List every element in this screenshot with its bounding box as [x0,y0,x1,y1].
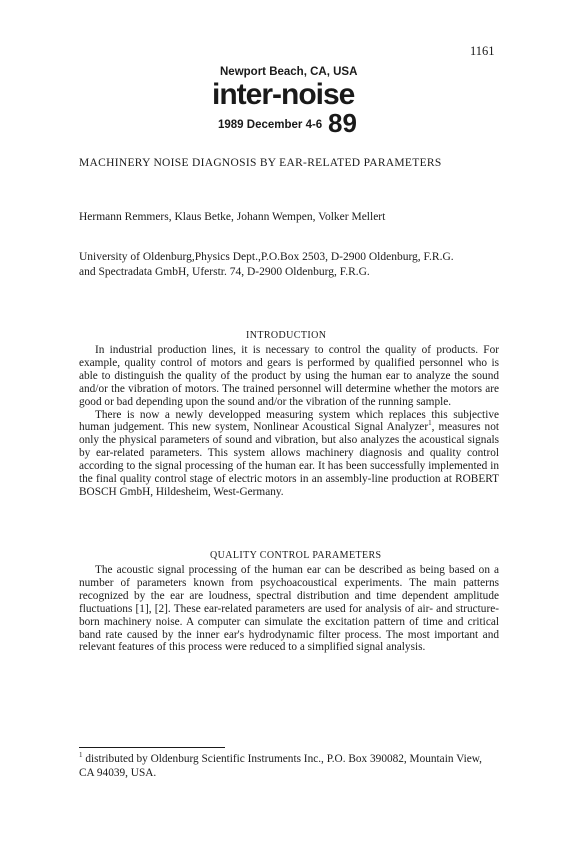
footnote [79,753,499,780]
quality-control-heading: QUALITY CONTROL PARAMETERS [210,550,382,561]
conference-date: 1989 December 4-6 [218,119,323,131]
footnote-text: distributed by Oldenburg Scientific Instruments Inc., P.O. Box 390082, Mountain View, CA 94039, USA. [79,753,482,779]
introduction-heading: INTRODUCTION [246,330,327,341]
paragraph-text: There is now a newly developped measuring system which replaces this subjective human judgement. This new system, Nonlinear Acoustical Signal Analyzer [79,408,499,434]
paper-title: MACHINERY NOISE DIAGNOSIS BY EAR-RELATED PARAMETERS [79,157,442,169]
page-number: 1161 [470,44,495,58]
introduction-paragraph [79,409,499,499]
footnote-rule [79,747,225,748]
footnote-marker: 1 [79,751,83,760]
conference-location: Newport Beach, CA, USA [220,66,358,78]
introduction-body [79,344,499,499]
quality-control-paragraph: The acoustic signal processing of the human ear can be described as being based on a number of parameters known from psychoacoustical experiments. The main patterns recognized by the ear are loudness, spectral distribution and time dependent amplitude fluctuations [1], [2]. These ear-related parameters are used for analysis of air- and structure-born machinery noise. A computer can simulate the excitation pattern of time and critical band rate caused by the inner ear's hydrodynamic filter process. The most important and relevant features of this process were reduced to a simplified signal analysis. [79,564,499,654]
introduction-paragraph: In industrial production lines, it is necessary to control the quality of products. For example, quality control of motors and gears is performed by qualified personnel who is able to distinguish the quality of the product by using the human ear to analyze the sound and/or the vibration of motors. The trained personnel will determine whether the motors are good or bad depending upon the sound and/or the vibration of the running sample. [79,344,499,408]
author-list: Hermann Remmers, Klaus Betke, Johann Wempen, Volker Mellert [79,211,386,223]
quality-control-body [79,564,499,654]
conference-year: 89 [328,108,357,138]
paragraph-text: , measures not only the physical parameters of sound and vibration, but also analyzes the acoustical signals by ear-related parameters. This system allows machinery diagnosis and quality control according to the signal processing of the human ear. It has been successfully implemented in the final quality control stage of electric motors in an assembly-line production at ROBERT BOSCH GmbH, Hildesheim, West-Germany. [79,421,499,498]
affiliation-line: and Spectradata GmbH, Uferstr. 74, D-2900 Oldenburg, F.R.G. [79,266,370,278]
affiliation-line: University of Oldenburg,Physics Dept.,P.O.Box 2503, D-2900 Oldenburg, F.R.G. [79,251,454,263]
conference-logo: inter-noise [212,78,355,111]
footnote-reference: 1 [428,419,432,428]
